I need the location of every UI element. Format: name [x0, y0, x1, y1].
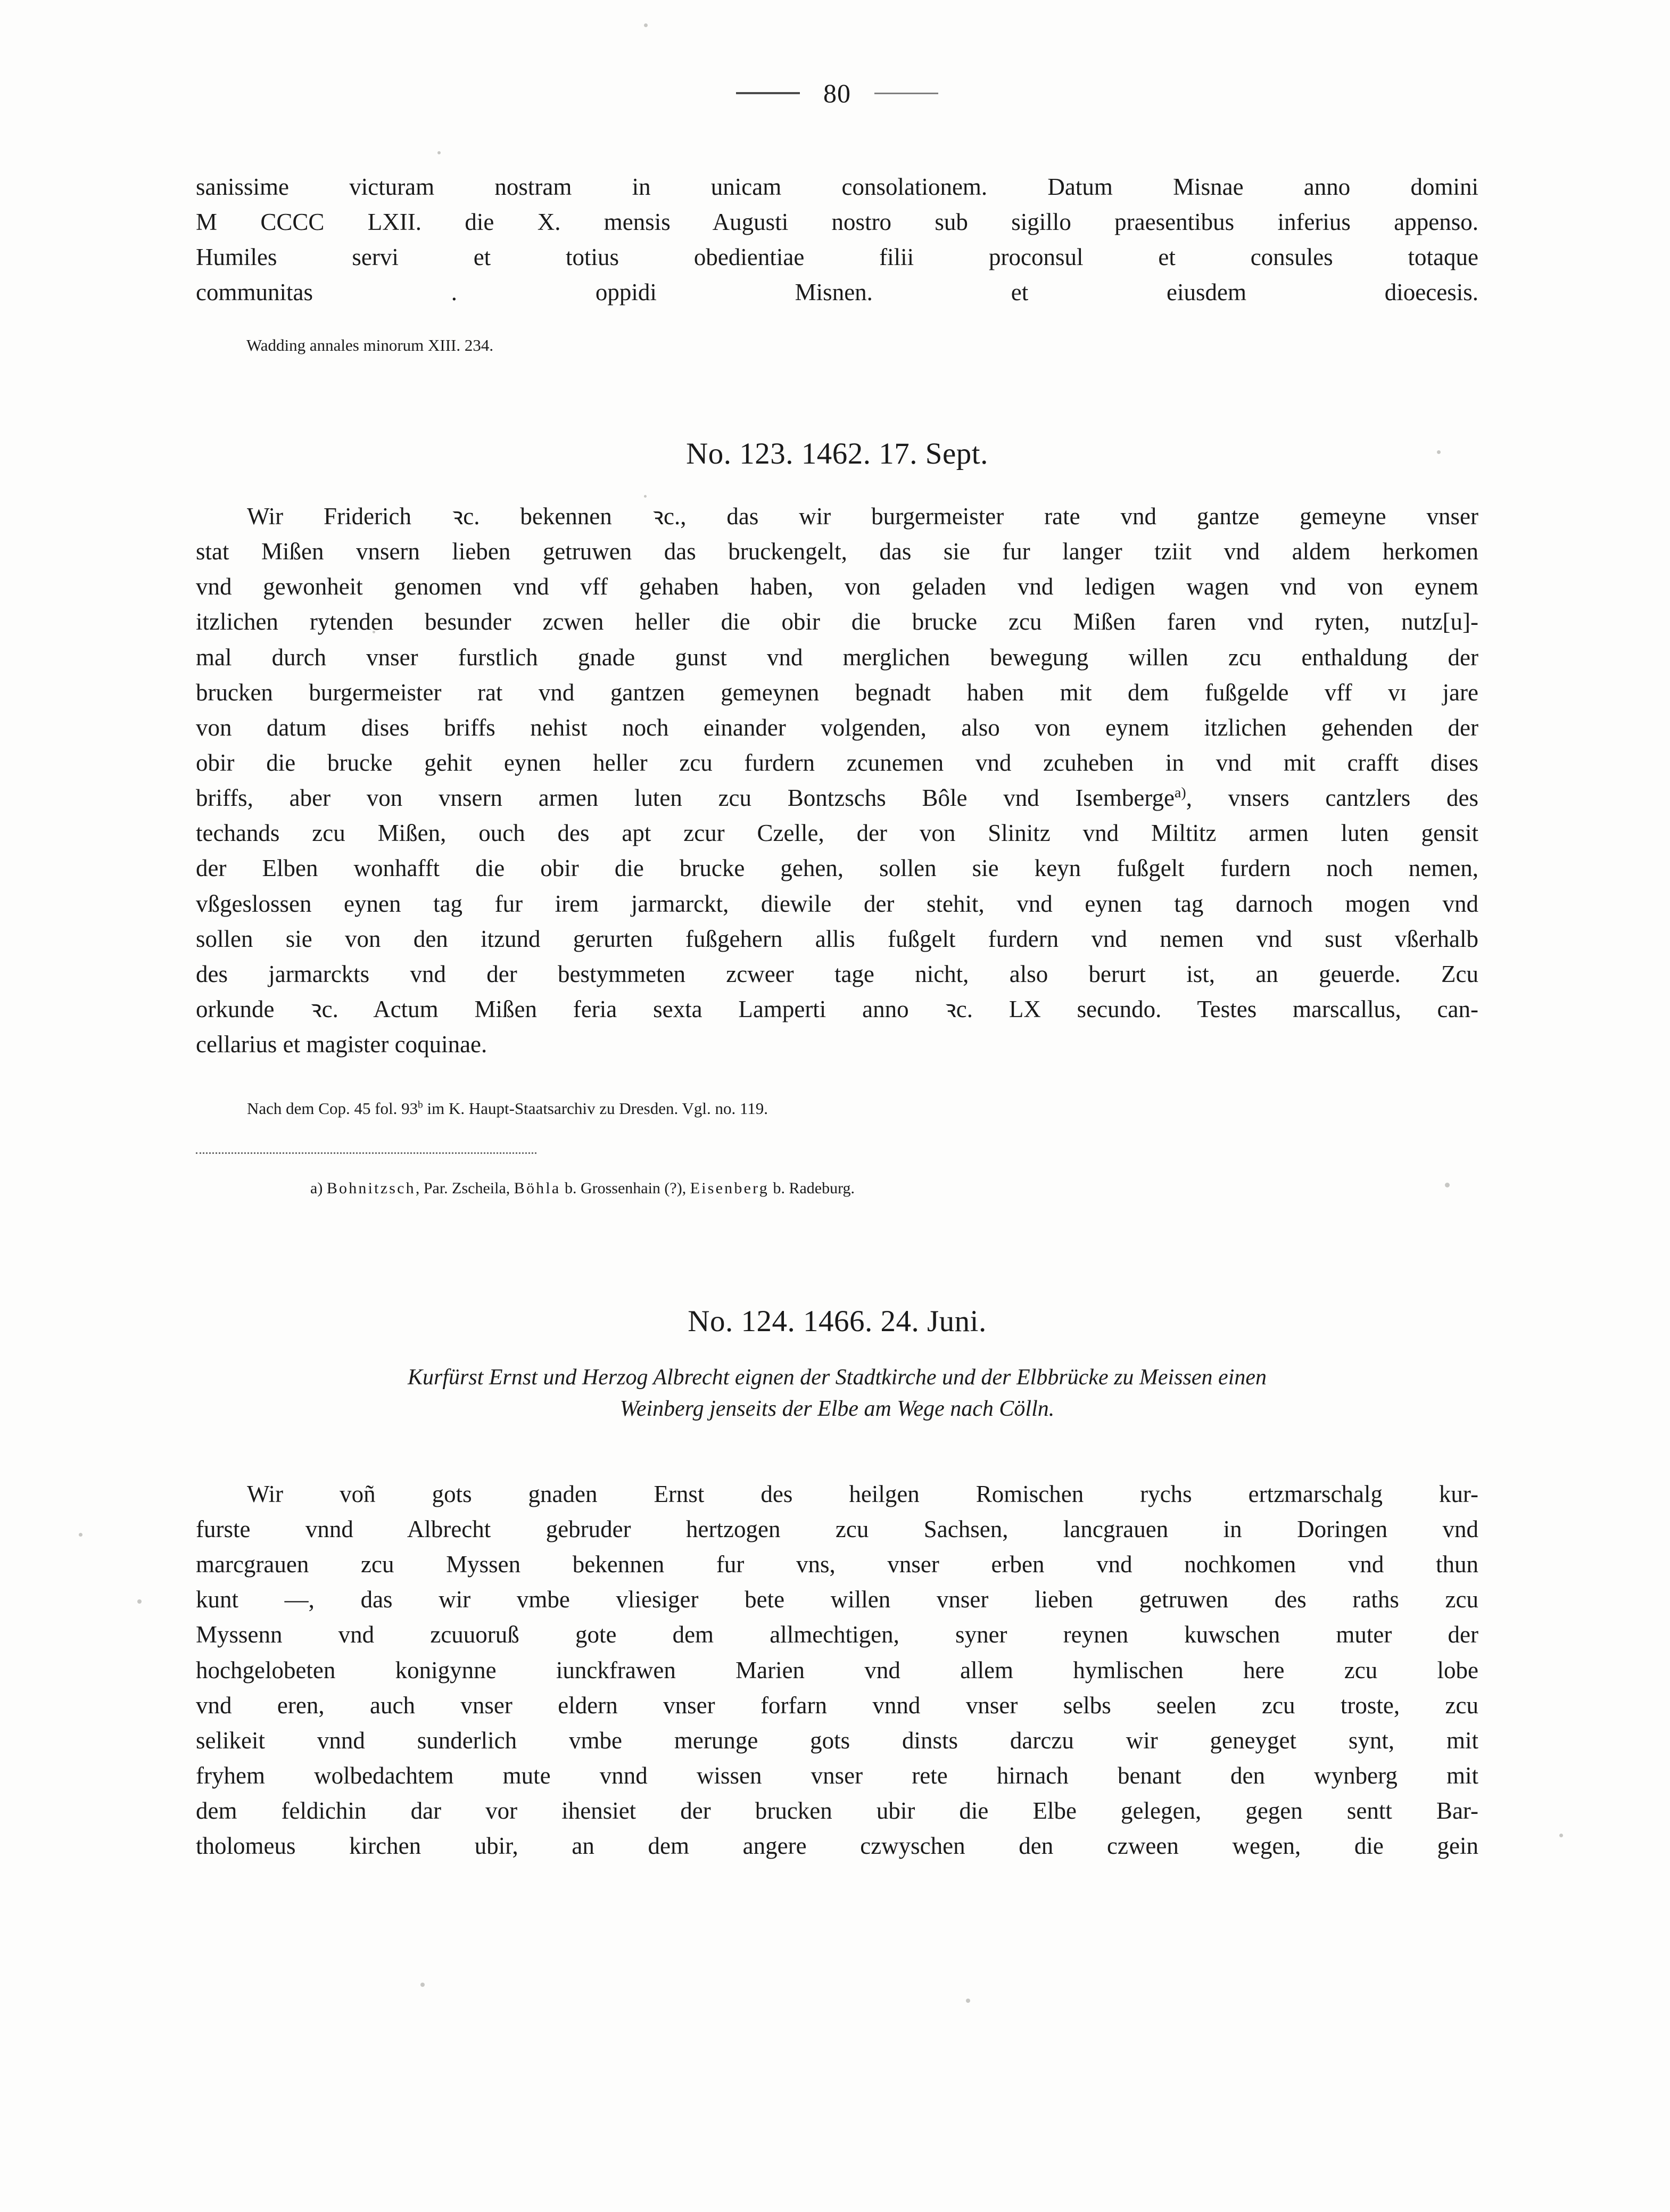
text-line: M CCCC LXII. die X. mensis Augusti nostro sub sigillo praesentibus inferius appenso.: [196, 209, 1478, 236]
scan-speckle: [1559, 1834, 1563, 1837]
text-line: fryhem wolbedachtem mute vnnd wissen vnser rete hirnach benant den wynberg mit: [196, 1762, 1478, 1789]
text-line: sollen sie von den itzund gerurten fußgehern allis fußgelt furdern vnd nemen vnd sust vßerhalb: [196, 925, 1478, 952]
footnote-separator-rule: [196, 1152, 536, 1154]
footnote-place-boehla: Böhla: [514, 1179, 561, 1197]
text-line: sanissime victuram nostram in unicam consolationem. Datum Misnae anno domini: [196, 174, 1478, 200]
text-line: vnd eren, auch vnser eldern vnser forfarn vnnd vnser selbs seelen zcu troste, zcu: [196, 1691, 1478, 1719]
text-line: von datum dises briffs nehist noch einander volgenden, also von eynem itzlichen gehenden der: [196, 714, 1478, 741]
footnote-text: b. Grossenhain (?),: [560, 1179, 690, 1197]
text-line: cellarius et magister coquinae.: [196, 1031, 487, 1058]
text-line: mal durch vnser furstlich gnade gunst vnd merglichen bewegung willen zcu enthaldung der: [196, 643, 1478, 671]
text-line: furste vnnd Albrecht gebruder hertzogen zcu Sachsen, lancgrauen in Doringen vnd: [196, 1515, 1478, 1542]
text-line: tholomeus kirchen ubir, an dem angere czwyschen den czween wegen, die gein: [196, 1833, 1478, 1860]
document-body-123: [196, 499, 1478, 1062]
text-line: Humiles servi et totius obedientiae filii proconsul et consules totaque: [196, 244, 1478, 271]
text-line: brucken burgermeister rat vnd gantzen gemeynen begnadt haben mit dem fußgelde vff ᴠɪ jare: [196, 679, 1478, 706]
footnote-marker: a): [310, 1179, 323, 1197]
text-line: vßgeslossen eynen tag fur irem jarmarckt, diewile der stehit, vnd eynen tag darnoch mogen vnd: [196, 890, 1478, 917]
scan-speckle: [420, 1983, 425, 1987]
text-line: kunt —, das wir vmbe vliesiger bete willen vnser lieben getruwen des raths zcu: [196, 1586, 1478, 1613]
footnote-text: , Par. Zscheila,: [415, 1179, 514, 1197]
text-line: selikeit vnnd sunderlich vmbe merunge gots dinsts darczu wir geneyget synt, mit: [196, 1727, 1478, 1754]
scan-speckle: [137, 1599, 142, 1604]
document-regest-124: [196, 1362, 1478, 1425]
text-line: Wir voñ gots gnaden Ernst des heilgen Romischen rychs ertzmarschalg kur-: [247, 1480, 1478, 1507]
text-line: orkunde ꝛc. Actum Mißen feria sexta Lamperti anno ꝛc. LX secundo. Testes marscallus, can-: [196, 995, 1478, 1022]
document-heading-123: No. 123. 1462. 17. Sept.: [686, 436, 988, 471]
regest-line: Weinberg jenseits der Elbe am Wege nach Cölln.: [619, 1397, 1055, 1422]
text-line: des jarmarckts vnd der bestymmeten zcweer tage nicht, also berurt ist, an geuerde. Zcu: [196, 960, 1478, 987]
continued-document-text: [196, 169, 1478, 310]
text-line: stat Mißen vnsern lieben getruwen das bruckengelt, das sie fur langer tziit vnd aldem herkomen: [196, 538, 1478, 565]
footnote-reference-a[interactable]: a): [1175, 785, 1186, 802]
page-number: 80: [823, 78, 851, 108]
footnote-a-123: [196, 1177, 1478, 1200]
regest-line: Kurfürst Ernst und Herzog Albrecht eignen der Stadtkirche und der Elbbrücke zu Meissen einen: [407, 1365, 1267, 1390]
scan-speckle: [79, 1533, 82, 1537]
continued-document-source-note: Wadding annales minorum XIII. 234.: [246, 335, 494, 354]
folio-side-superscript: b: [418, 1099, 423, 1111]
text-line-with-footnote-ref: briffs, aber von vnsern armen luten zcu Bontzschs Bôle vnd Isemberge$^{a)}$, vnsers cantzlers des: [196, 785, 1478, 812]
text-line: vnd gewonheit genomen vnd vff gehaben haben, von geladen vnd ledigen wagen vnd von eynem: [196, 573, 1478, 600]
header-rule-left: [736, 92, 800, 94]
text-line: marcgrauen zcu Myssen bekennen fur vns, vnser erben vnd nochkomen vnd thun: [196, 1551, 1478, 1578]
footnote-text: b. Radeburg.: [768, 1179, 855, 1197]
scan-speckle: [966, 1999, 970, 2003]
text-line: itzlichen rytenden besunder zcwen heller die obir die brucke zcu Mißen faren vnd ryten, nutz[u]-: [196, 608, 1478, 635]
running-head: [196, 75, 1478, 112]
header-rule-right: [874, 93, 938, 94]
source-note-after: im K. Haupt-Staatsarchiv zu Dresden. Vgl. no. 119.: [423, 1099, 768, 1118]
text-line: dem feldichin dar vor ihensiet der brucken ubir die Elbe gelegen, gegen sentt Bar-: [196, 1797, 1478, 1825]
source-note-before: Nach dem Cop. 45 fol. 93: [247, 1099, 418, 1118]
document-body-124: [196, 1476, 1478, 1864]
document-heading-124: No. 124. 1466. 24. Juni.: [688, 1304, 987, 1338]
text-line: Myssenn vnd zcuuoruß gote dem allmechtigen, syner reynen kuwschen muter der: [196, 1621, 1478, 1648]
footnote-place-bohnitzsch: Bohnitzsch: [326, 1179, 416, 1197]
footnote-place-eisenberg: Eisenberg: [690, 1179, 769, 1197]
text-line: communitas . oppidi Misnen. et eiusdem dioecesis.: [196, 279, 1478, 306]
text-line: hochgelobeten konigynne iunckfrawen Marien vnd allem hymlischen here zcu lobe: [196, 1656, 1478, 1683]
text-line: Wir Friderich ꝛc. bekennen ꝛc., das wir burgermeister rate vnd gantze gemeyne vnser: [247, 502, 1478, 530]
text-line: der Elben wonhafft die obir die brucke gehen, sollen sie keyn fußgelt furdern noch nemen,: [196, 855, 1478, 882]
text-line: obir die brucke gehit eynen heller zcu furdern zcunemen vnd zcuheben in vnd mit crafft dises: [196, 749, 1478, 776]
document-source-note-123: [196, 1097, 1478, 1120]
text-line: techands zcu Mißen, ouch des apt zcur Czelle, der von Slinitz vnd Miltitz armen luten gensit: [196, 820, 1478, 847]
